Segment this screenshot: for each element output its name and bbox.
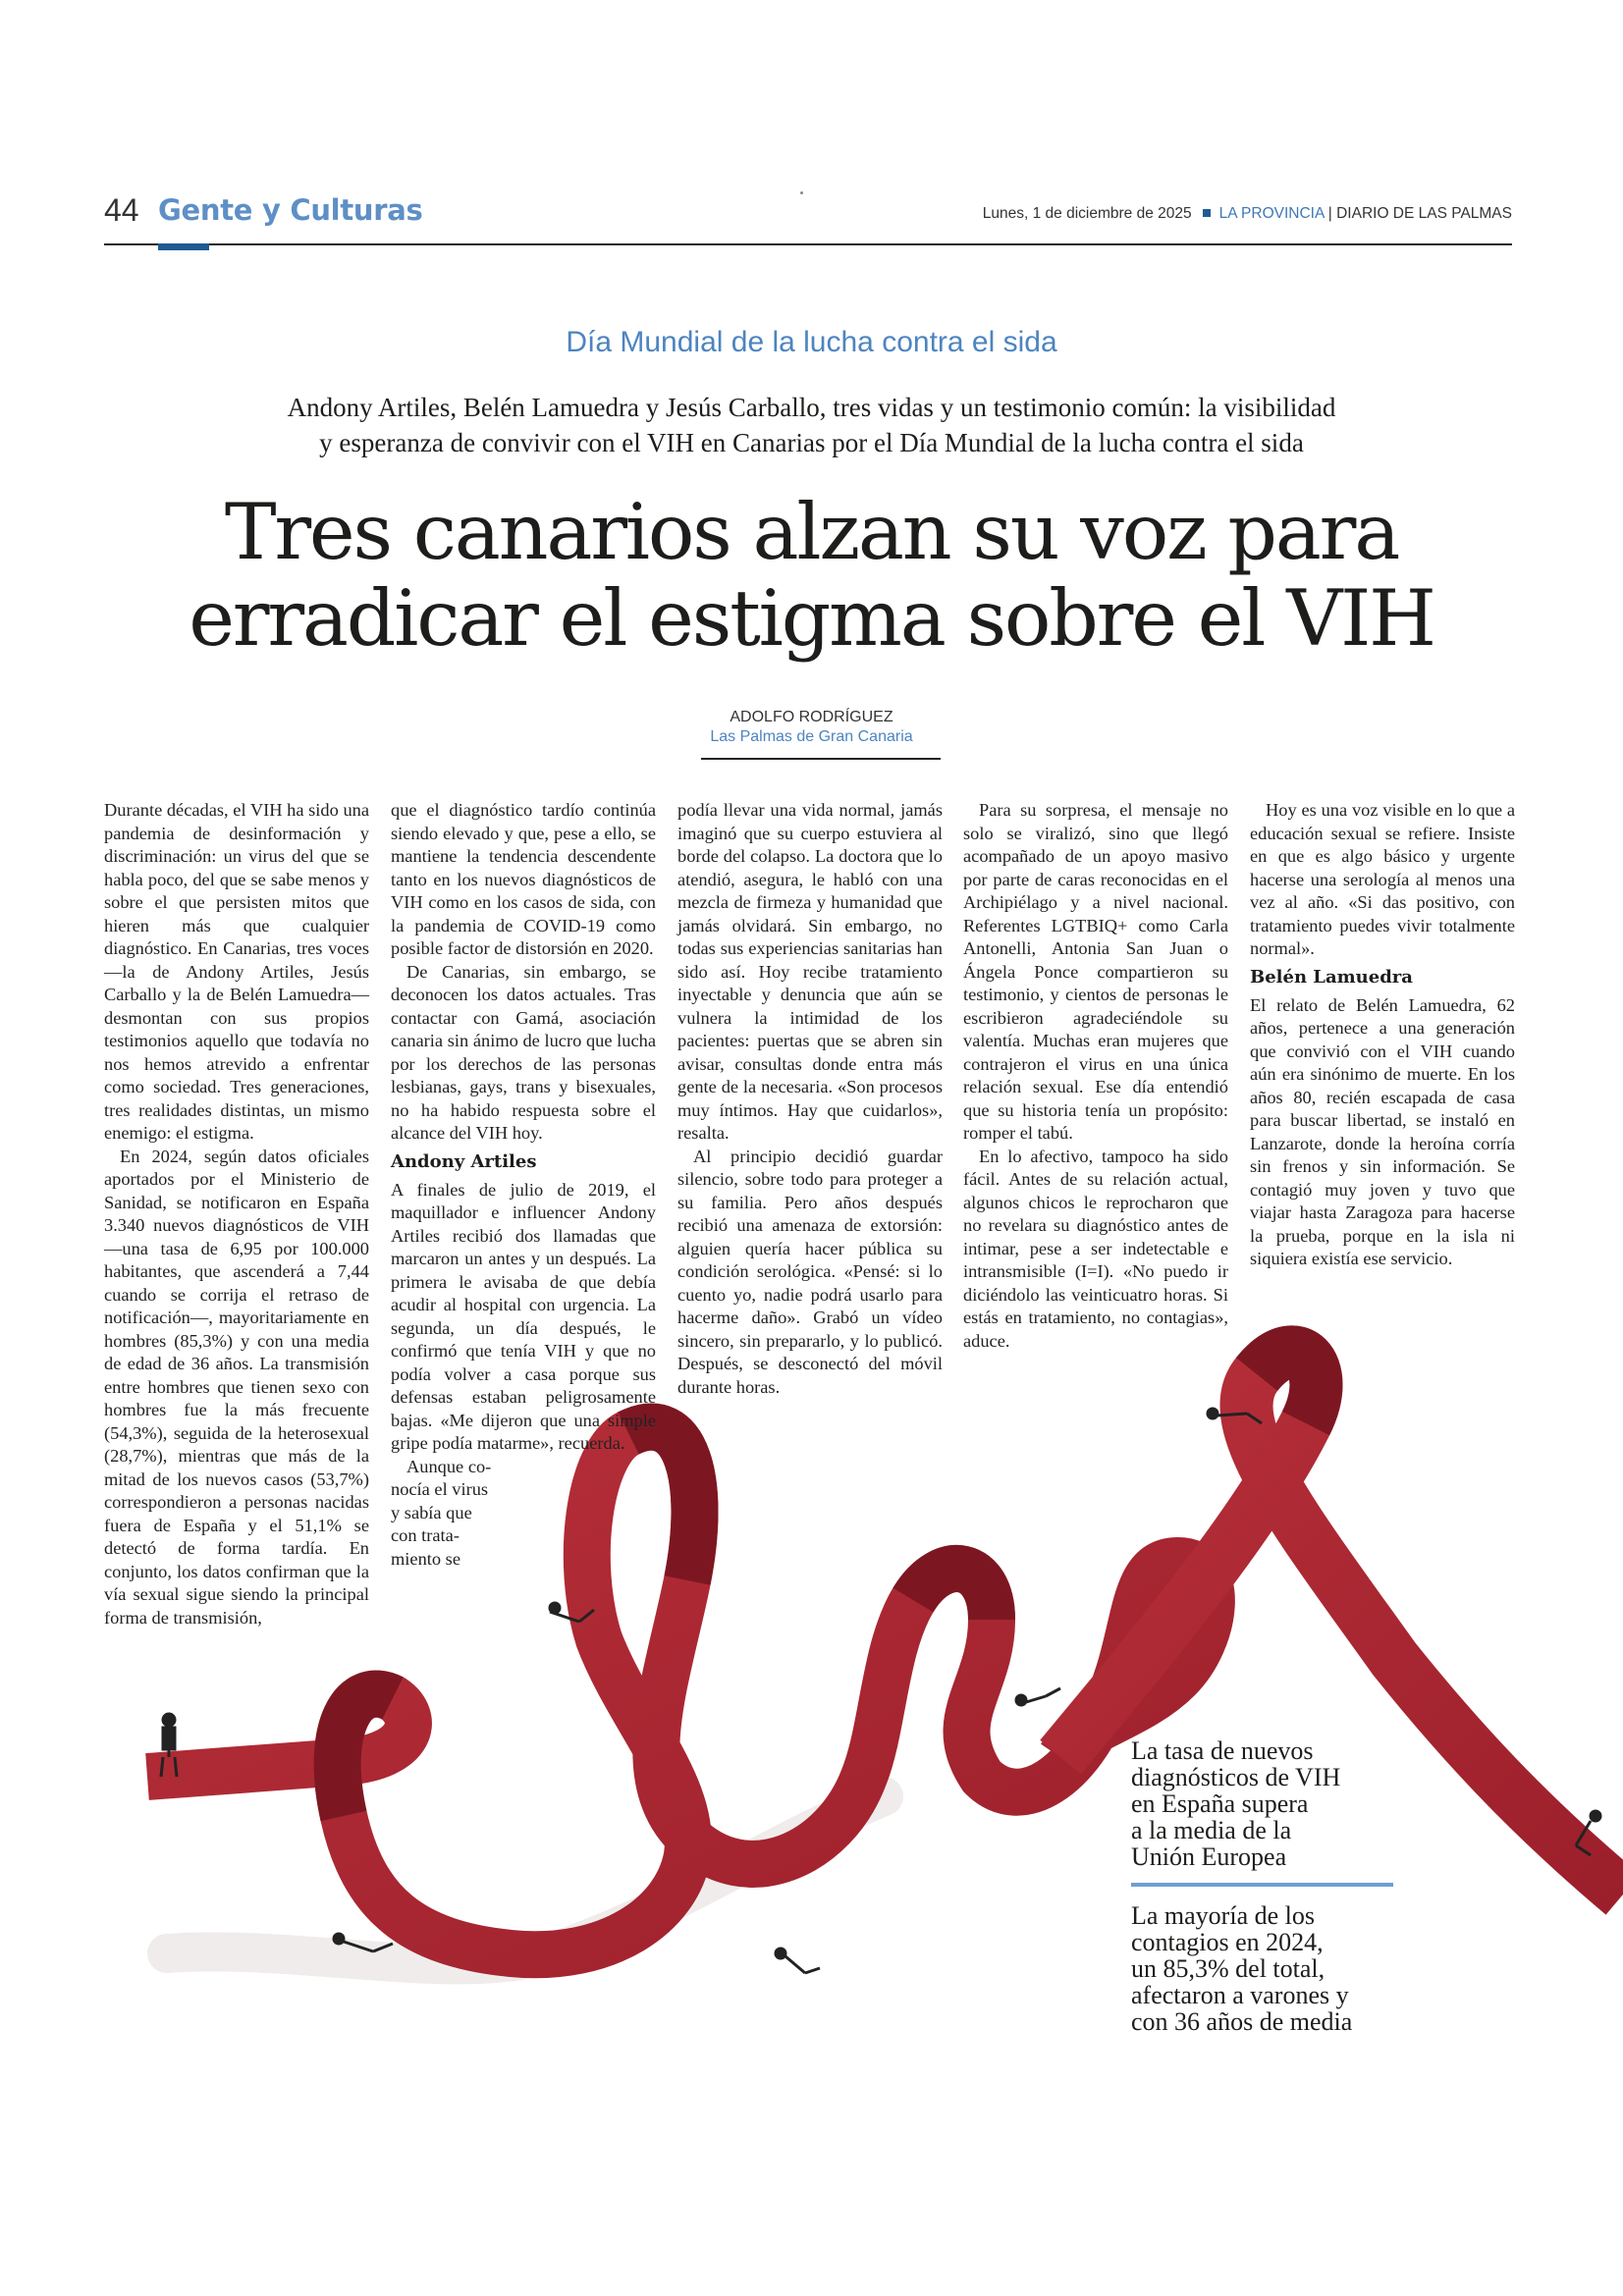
pull-quote-line: a la media de la [1131,1816,1292,1844]
registration-dot [800,191,803,194]
author-location: Las Palmas de Gran Canaria [710,728,913,745]
header-rule [104,243,1512,245]
paragraph: Para su sorpresa, el mensaje no solo se viralizó, sino que llegó acompañado de un apoyo masivo por parte de caras reconocidas en el Archipiélago y a nivel nacional. Referentes LGTBIQ+ como Carla Antonelli, Antonia San Juan o Ángela Ponce compartieron su testimonio, y cientos de personas le escribieron agradeciéndole su valentía. Muchas eran mujeres que contrajeron el virus en una única relación sexual. Ese día entendió que su historia tenía un propósito: romper el tabú. [963,800,1228,1143]
newspaper-subtitle: DIARIO DE LAS PALMAS [1336,205,1512,222]
article-column-4 [963,799,1228,1353]
paragraph: que el diagnóstico tardío continúa siendo elevado y que, pese a ello, se mantiene la tendencia descendente tanto en los nuevos diagnósticos de VIH como en los casos de sida, con la pandemia de COVID-19 como posible factor de distorsión en 2020. [391,800,656,958]
paragraph: Al principio decidió guardar silencio, sobre todo para proteger a su familia. Pero años después recibió una amenaza de extorsión: alguien quería hacer pública su condición serológica. «Pensé: si lo cuento yo, nadie podrá usarlo para hacerme daño». Grabó un vídeo sincero, sin prepararlo, y lo publicó. Después, se desconectó del móvil durante horas. [677,1146,943,1397]
section-title: Gente y Culturas [158,193,423,227]
brand-separator: | [1327,205,1332,222]
pull-quote-divider [1131,1883,1393,1887]
pull-quote-line: con 36 años de media [1131,2007,1353,2036]
kicker: Día Mundial de la lucha contra el sida [566,326,1057,358]
section-subheading: Belén Lamuedra [1250,966,1413,988]
pull-quote-1 [1131,1737,1426,1870]
text-line: nocía el virus [391,1479,489,1499]
subheadline-line: Andony Artiles, Belén Lamuedra y Jesús Carballo, tres vidas y un testimonio común: la visibilidad [287,393,1336,422]
byline [0,709,1623,746]
byline-rule [701,758,941,760]
text-line: y sabía que [391,1502,472,1522]
pull-quote-line: afectaron a varones y [1131,1981,1349,2009]
paragraph: A finales de julio de 2019, el maquillador e influencer Andony Artiles recibió dos llamadas que marcaron un antes y un después. La primera le avisaba de que debía acudir al hospital con urgencia. La segunda, un día después, le confirmó que tenía VIH y que no podía volver a casa porque sus defensas estaban peligrosamente bajas. «Me dijeron que una simple gripe podía matarme», recuerda. [391,1179,656,1453]
section-subheading: Andony Artiles [391,1150,537,1172]
author-name: ADOLFO RODRÍGUEZ [730,709,893,725]
subheadline-line: y esperanza de convivir con el VIH en Canarias por el Día Mundial de la lucha contra el sida [319,428,1304,457]
article-column-5 [1250,799,1515,1271]
paragraph: El relato de Belén Lamuedra, 62 años, pertenece a una generación que convivió con el VIH cuando aún era sinónimo de muerte. En los años 80, recién escapada de casa para buscar libertad, se instaló en Lanzarote, donde la heroína corría sin frenos y sin información. Se contagió muy joven y tuvo que viajar hasta Zaragoza para hacerse la prueba, porque en la isla ni siquiera existía ese servicio. [1250,994,1515,1268]
subheadline [137,390,1486,460]
article-column-2 [391,799,656,1571]
section-accent-bar [158,243,209,250]
issue-date: Lunes, 1 de diciembre de 2025 [982,205,1192,222]
newspaper-brand: LA PROVINCIA [1218,205,1325,222]
pull-quote-line: Unión Europea [1131,1842,1287,1871]
paragraph: Durante décadas, el VIH ha sido una pandemia de desinformación y discriminación: un virus del que se habla poco, del que se sabe menos y sobre el que persisten mitos que hieren más que cualquier diagnóstico. En Canarias, tres voces —la de Andony Artiles, Jesús Carballo y la de Belén Lamuedra— desmontan con sus propios testimonios aquello que todavía no nos hemos atrevido a enfrentar como sociedad. Tres generaciones, tres realidades distintas, un mismo enemigo: el estigma. [104,800,369,1143]
pull-quote-line: contagios en 2024, [1131,1928,1324,1956]
paragraph: Hoy es una voz visible en lo que a educación sexual se refiere. Insiste en que es algo básico y urgente hacerse una serología al menos una vez al año. «Si das positivo, con tratamiento puedes vivir totalmente normal». [1250,800,1515,958]
headline [98,489,1525,662]
text-line: con trata- [391,1525,460,1545]
paragraph: En 2024, según datos oficiales aportados por el Ministerio de Sanidad, se notificaron en España 3.340 nuevos diagnósticos de VIH —una tasa de 6,95 por 100.000 habitantes, que ascenderá a 7,44 cuando se corrija el retraso de notificación—, mayoritariamente en hombres (85,3%) y con una media de edad de 36 años. La transmisión entre hombres que tienen sexo con hombres fue la más frecuente (54,3%), seguida de la heterosexual (28,7%), mientras que más de la mitad de los nuevos casos (53,7%) correspondieron a personas nacidas fuera de España y el 51,1% se detectó de forma tardía. En conjunto, los datos confirman que la vía sexual sigue siendo la principal forma de transmisión, [104,1146,369,1628]
text-line: miento se [391,1548,460,1569]
pull-quote-line: un 85,3% del total, [1131,1954,1325,1983]
bullet-icon [1203,209,1211,217]
pull-quote-line: diagnósticos de VIH [1131,1763,1341,1791]
pull-quote-2 [1131,1902,1445,2035]
paragraph: De Canarias, sin embargo, se deconocen los datos actuales. Tras contactar con Gamá, asociación canaria sin ánimo de lucro que lucha por los derechos de las personas lesbianas, gays, trans y bisexuales, no ha habido respuesta sobre el alcance del VIH hoy. [391,961,656,1143]
pull-quote-line: La tasa de nuevos [1131,1736,1314,1765]
pull-quote-line: en España supera [1131,1789,1309,1818]
article-column-3 [677,799,943,1399]
text-line: Aunque co- [406,1456,492,1476]
header-dateline [983,205,1512,223]
paragraph-wrapped [391,1456,499,1572]
paragraph: podía llevar una vida normal, jamás imaginó que su cuerpo estuviera al borde del colapso. La doctora que lo atendió, asegura, le habló con una mezcla de firmeza y humanidad que jamás olvidará. Sin embargo, no todas sus experiencias sanitarias han sido así. Hoy recibe tratamiento inyectable y denuncia que aún se vulnera la intimidad de los pacientes: puertas que se abren sin avisar, consultas donde entra más gente de la necesaria. «Son procesos muy íntimos. Hay que cuidarlos», resalta. [677,800,943,1143]
headline-line: erradicar el estigma sobre el VIH [189,573,1434,664]
pull-quote-line: La mayoría de los [1131,1901,1315,1930]
headline-line: Tres canarios alzan su voz para [224,487,1399,577]
article-column-1 [104,799,369,1629]
paragraph: En lo afectivo, tampoco ha sido fácil. Antes de su relación actual, algunos chicos le reprocharon que no revelara su diagnóstico antes de intimar, pese a ser indetectable e intransmisible (I=I). «No puedo ir diciéndolo las veinticuatro horas. Si estás en tratamiento, no contagias», aduce. [963,1146,1228,1351]
page-number: 44 [104,192,139,228]
